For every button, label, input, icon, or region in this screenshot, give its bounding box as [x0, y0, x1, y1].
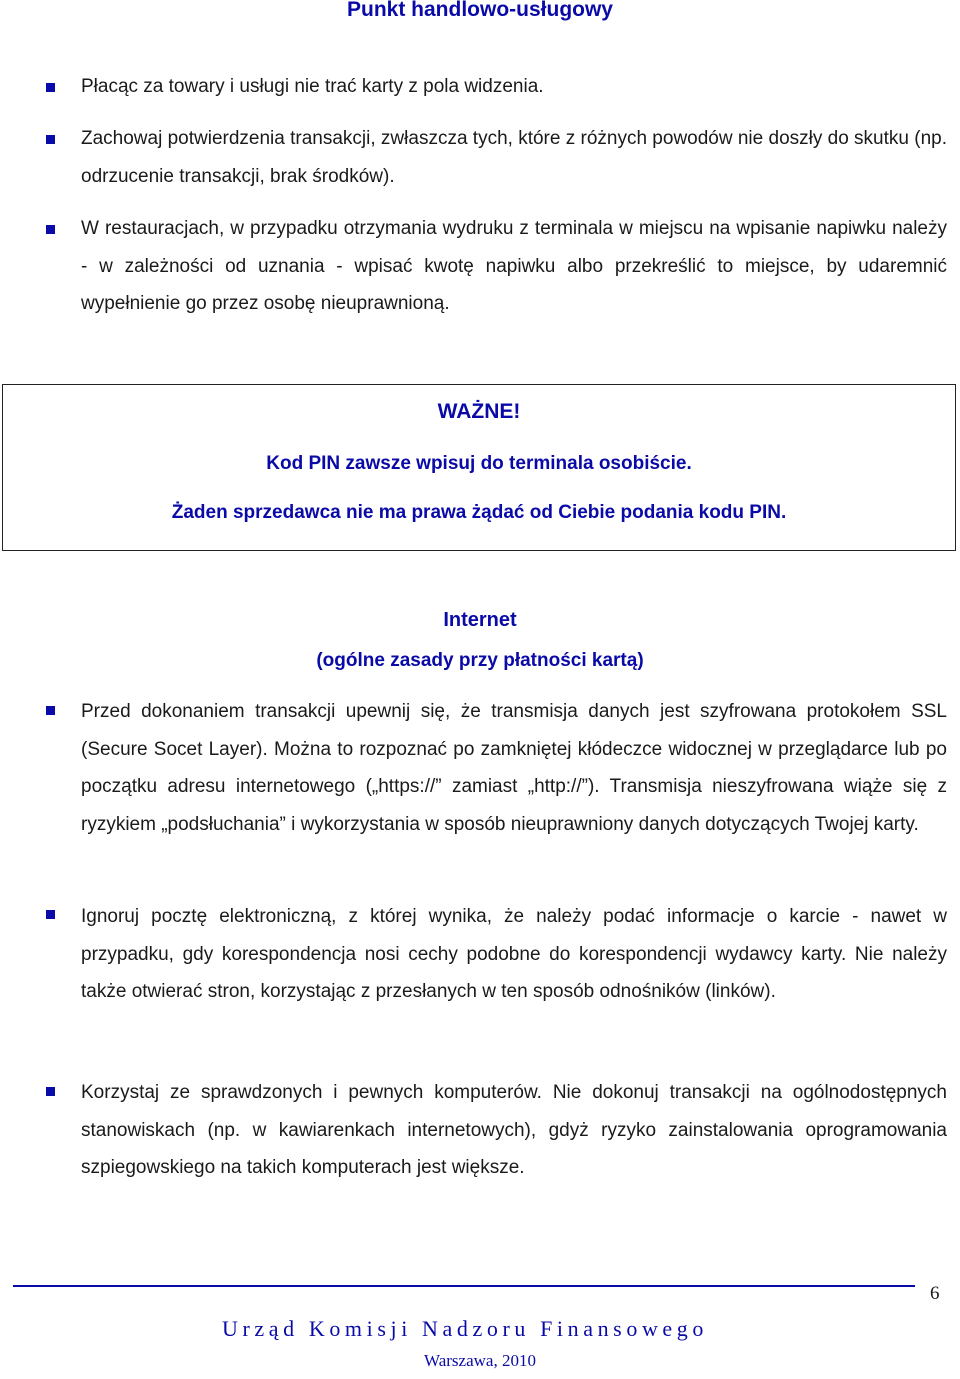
list-item: Płacąc za towary i usługi nie trać karty z pola widzenia.: [81, 76, 544, 97]
list-item: Ignoruj pocztę elektroniczną, z której wynika, że należy podać informacje o karcie - nawet w przypadku, gdy korespondencja nosi cechy podobne do korespondencji wydawcy karty. Nie należy także otwierać stron, korzystając z przesłanych w ten sposób odnośników (linków).: [81, 906, 947, 1002]
list-item: Korzystaj ze sprawdzonych i pewnych komputerów. Nie dokonuj transakcji na ogólnodostępnych stanowiskach (np. w kawiarenkach internetowych), gdyż ryzyko zainstalowania oprogramowania szpiegowskiego na takich komputerach jest większe.: [81, 1082, 947, 1178]
page-number: 6: [930, 1283, 940, 1304]
list-item: W restauracjach, w przypadku otrzymania wydruku z terminala w miejscu na wpisanie napiwku należy - w zależności od uznania - wpisać kwotę napiwku albo przekreślić to miejsce, by udaremnić wypełnienie go przez osobę nieuprawnioną.: [81, 218, 947, 314]
bullet-square-icon: [46, 1087, 55, 1096]
warning-line-seller: Żaden sprzedawca nie ma prawa żądać od Ciebie podania kodu PIN.: [171, 502, 787, 523]
footer-organization: Urząd Komisji Nadzoru Finansowego: [221, 1316, 708, 1341]
section-subtitle: (ogólne zasady przy płatności kartą): [316, 650, 644, 671]
bullet-square-icon: [46, 83, 55, 92]
warning-line-pin: Kod PIN zawsze wpisuj do terminala osobiście.: [266, 453, 692, 474]
bullet-square-icon: [46, 135, 55, 144]
list-item: Zachowaj potwierdzenia transakcji, zwłaszcza tych, które z różnych powodów nie doszły do skutku (np. odrzucenie transakcji, brak środków).: [81, 128, 947, 187]
page-title: Punkt handlowo-usługowy: [347, 0, 613, 21]
bullet-square-icon: [46, 225, 55, 234]
list-item: Przed dokonaniem transakcji upewnij się, że transmisja danych jest szyfrowana protokołem SSL (Secure Socet Layer). Można to rozpoznać po zamkniętej kłódeczce widocznej w przeglądarce lub po początku adresu internetowego („https://” zamiast „http://”). Transmisja nieszyfrowana wiąże się z ryzykiem „podsłuchania” i wykorzystania w sposób nieuprawniony danych dotyczących Twojej karty.: [81, 701, 947, 835]
warning-heading: WAŻNE!: [437, 400, 521, 423]
footer-city-year: Warszawa, 2010: [424, 1351, 536, 1370]
bullet-square-icon: [46, 706, 55, 715]
warning-box: [2, 384, 956, 551]
footer-divider: [13, 1285, 915, 1287]
section-title: Internet: [443, 609, 517, 631]
bullet-square-icon: [46, 910, 55, 919]
